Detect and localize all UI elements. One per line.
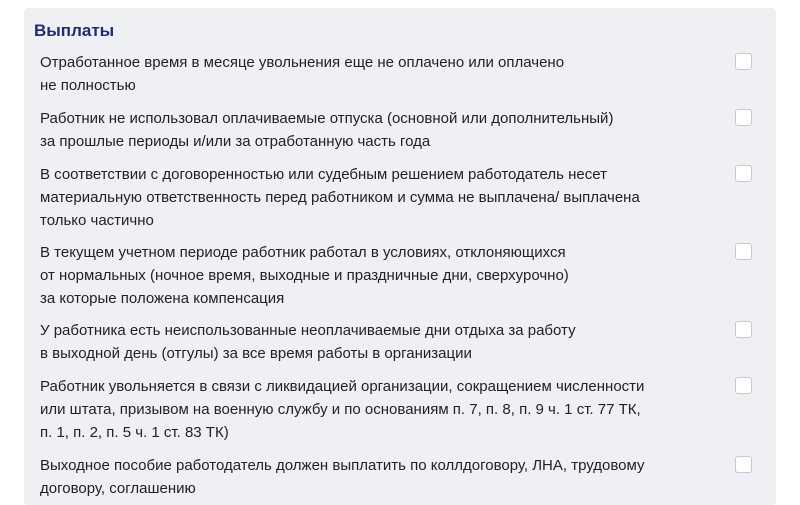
option-label-line: или штата, призывом на военную службу и по основаниям п. 7, п. 8, п. 9 ч. 1 ст. 77 ТК, xyxy=(40,401,641,418)
option-label-line: материальную ответственность перед работником и сумма не выплачена/ выплачена xyxy=(40,189,640,206)
option-label-line: за которые положена компенсация xyxy=(40,290,285,307)
section-title: Выплаты xyxy=(34,21,115,40)
option-label-line: только частично xyxy=(40,212,154,229)
option-label xyxy=(40,454,730,500)
option-label-line: не полностью xyxy=(40,77,136,94)
payments-panel xyxy=(24,8,776,505)
option-checkbox[interactable] xyxy=(735,53,752,70)
option-label-line: за прошлые периоды и/или за отработанную часть года xyxy=(40,133,431,150)
option-label-line: Отработанное время в месяце увольнения еще не оплачено или оплачено xyxy=(40,54,565,71)
option-label xyxy=(40,51,730,97)
option-checkbox[interactable] xyxy=(735,456,752,473)
option-checkbox[interactable] xyxy=(735,243,752,260)
option-label-line: от нормальных (ночное время, выходные и праздничные дни, сверхурочно) xyxy=(40,267,569,284)
option-label xyxy=(40,107,730,153)
option-label-line: У работника есть неиспользованные неоплачиваемые дни отдыха за работу xyxy=(40,322,576,339)
option-label-line: Работник не использовал оплачиваемые отпуска (основной или дополнительный) xyxy=(40,110,614,127)
option-checkbox[interactable] xyxy=(735,109,752,126)
option-checkbox[interactable] xyxy=(735,377,752,394)
option-label-line: В соответствии с договоренностью или судебным решением работодатель несет xyxy=(40,166,607,183)
option-label-line: В текущем учетном периоде работник работал в условиях, отклоняющихся xyxy=(40,244,566,261)
option-label xyxy=(40,163,730,232)
option-checkbox[interactable] xyxy=(735,165,752,182)
option-label-line: договору, соглашению xyxy=(40,480,196,497)
option-label-line: Выходное пособие работодатель должен выплатить по коллдоговору, ЛНА, трудовому xyxy=(40,457,645,474)
option-checkbox[interactable] xyxy=(735,321,752,338)
option-label-line: п. 1, п. 2, п. 5 ч. 1 ст. 83 ТК) xyxy=(40,424,229,441)
option-label xyxy=(40,241,730,310)
option-label xyxy=(40,375,730,444)
option-label-line: Работник увольняется в связи с ликвидацией организации, сокращением численности xyxy=(40,378,645,395)
option-label-line: в выходной день (отгулы) за все время работы в организации xyxy=(40,345,472,362)
option-label xyxy=(40,319,730,365)
